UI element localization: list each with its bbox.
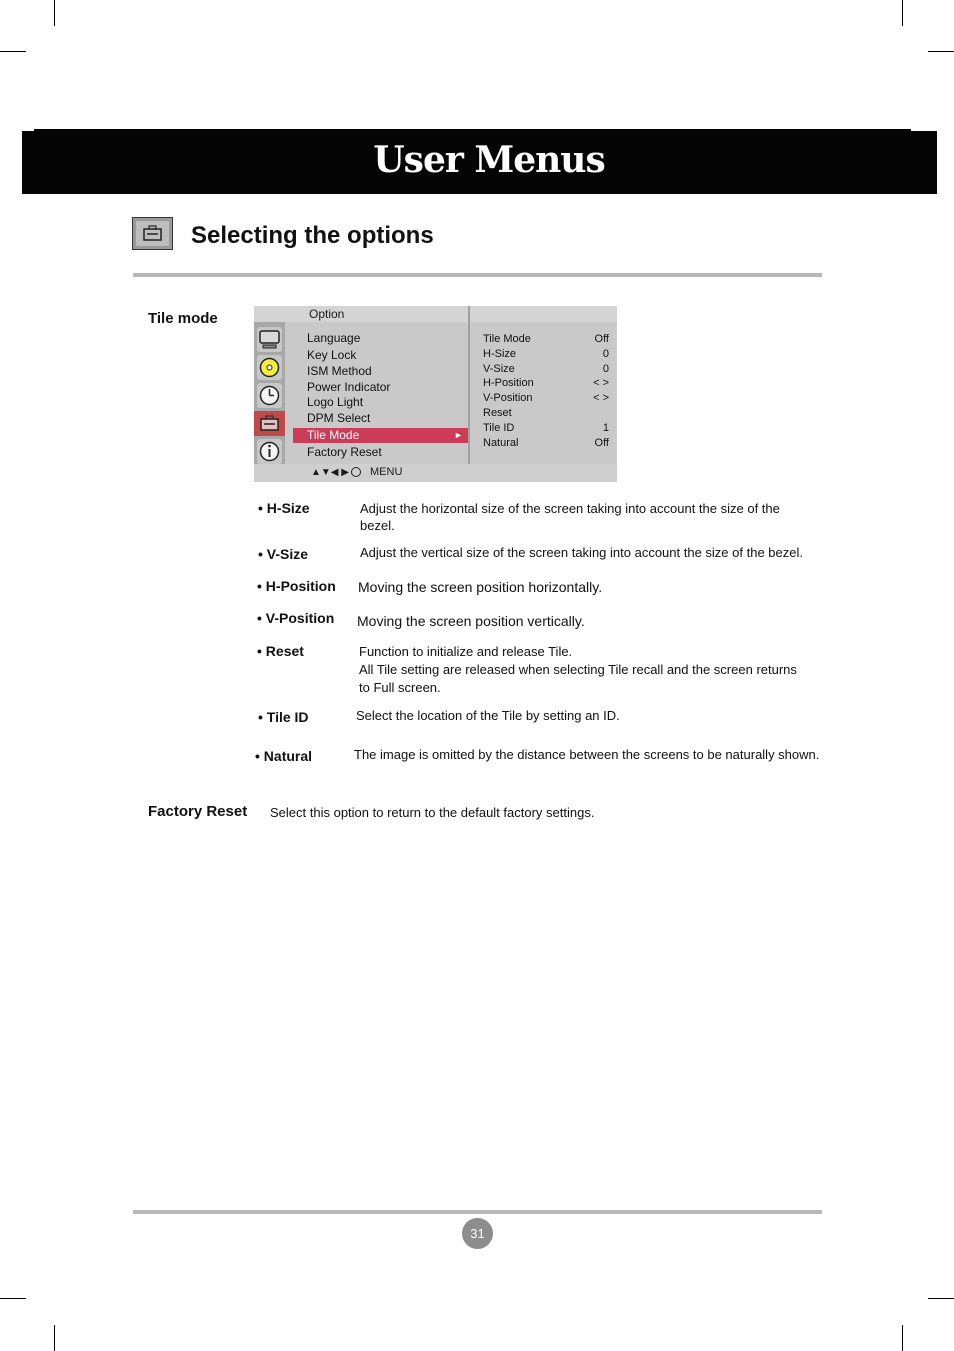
item-desc-natural: The image is omitted by the distance between the screens to be naturally shown.: [354, 747, 820, 762]
toolbox-icon: [132, 217, 173, 250]
crop-mark: [0, 1298, 26, 1299]
page-title: User Menus: [373, 139, 605, 181]
osd-item-dpm-select[interactable]: DPM Select: [307, 411, 371, 425]
osd-item-language[interactable]: Language: [307, 331, 361, 345]
item-desc-v-size: Adjust the vertical size of the screen taking into account the size of the bezel.: [360, 545, 803, 560]
item-desc-h-position: Moving the screen position horizontally.: [358, 579, 603, 595]
osd-select-button-icon: [351, 467, 361, 477]
osd-sub-value: < >: [593, 392, 609, 404]
crop-mark: [928, 51, 954, 52]
item-label-tile-id: • Tile ID: [258, 709, 309, 725]
crop-mark: [902, 0, 903, 26]
footer-rule: [133, 1210, 822, 1214]
osd-item-power-indicator[interactable]: Power Indicator: [307, 380, 391, 394]
osd-item-ism-method[interactable]: ISM Method: [307, 364, 372, 378]
monitor-icon: [257, 327, 282, 352]
item-desc-v-position: Moving the screen position vertically.: [357, 613, 585, 629]
osd-menu-label: MENU: [370, 466, 403, 478]
item-desc-reset: Function to initialize and release Tile.: [359, 644, 573, 659]
osd-sub-label: Tile Mode: [483, 333, 531, 345]
osd-footer: [254, 464, 617, 482]
osd-divider: [468, 306, 470, 482]
clock-icon: [257, 383, 282, 408]
osd-item-tile-mode[interactable]: Tile Mode: [307, 428, 360, 442]
osd-sub-label: Tile ID: [483, 422, 515, 434]
osd-sub-value: 0: [602, 363, 609, 375]
osd-item-key-lock[interactable]: Key Lock: [307, 348, 357, 362]
tile-mode-heading: Tile mode: [148, 310, 218, 327]
osd-sub-value: 1: [602, 422, 609, 434]
osd-sub-label: Reset: [483, 407, 512, 419]
item-desc-reset-cont2: to Full screen.: [359, 680, 441, 695]
item-desc-h-size-cont: bezel.: [360, 518, 395, 533]
item-label-h-position: • H-Position: [257, 578, 336, 594]
crop-mark: [0, 51, 26, 52]
osd-sub-label: V-Size: [483, 363, 515, 375]
item-label-natural: • Natural: [255, 748, 313, 764]
crop-mark: [902, 1325, 903, 1351]
item-desc-reset-cont: All Tile setting are released when selecting Tile recall and the screen returns: [359, 662, 797, 677]
osd-sub-label: H-Size: [483, 348, 517, 360]
crop-mark: [54, 1325, 55, 1351]
osd-sub-label: Natural: [483, 437, 519, 449]
crop-mark: [928, 1298, 954, 1299]
osd-sub-value: Off: [594, 333, 609, 345]
osd-sub-value: < >: [593, 377, 609, 389]
osd-sub-label: V-Position: [483, 392, 533, 404]
toolbox-icon: [254, 411, 285, 436]
item-label-reset: • Reset: [257, 643, 304, 659]
osd-item-factory-reset[interactable]: Factory Reset: [307, 445, 382, 459]
factory-reset-heading: Factory Reset: [148, 803, 248, 820]
item-label-v-position: • V-Position: [257, 610, 335, 626]
osd-sub-value: 0: [602, 348, 609, 360]
osd-sub-label: H-Position: [483, 377, 534, 389]
osd-nav-arrows-icon: ▲▼◀ ▶: [311, 467, 349, 478]
section-rule: [133, 273, 822, 277]
osd-header-label: Option: [309, 307, 345, 321]
page-number: 31: [462, 1218, 493, 1249]
item-label-h-size: • H-Size: [258, 500, 310, 516]
item-desc-h-size: Adjust the horizontal size of the screen taking into account the size of the: [360, 501, 780, 516]
osd-sub-value: Off: [594, 437, 609, 449]
osd-item-logo-light[interactable]: Logo Light: [307, 395, 364, 409]
item-desc-tile-id: Select the location of the Tile by setting an ID.: [356, 708, 620, 723]
info-icon: [257, 439, 282, 464]
osd-icon-column: [254, 322, 285, 464]
factory-reset-desc: Select this option to return to the default factory settings.: [270, 805, 595, 820]
item-label-v-size: • V-Size: [258, 546, 309, 562]
osd-selected-arrow-icon: ►: [454, 430, 463, 440]
crop-mark: [54, 0, 55, 26]
osd-menu: [254, 306, 617, 482]
osd-header: [254, 306, 617, 322]
section-title: Selecting the options: [191, 222, 434, 249]
disc-icon: [257, 355, 282, 380]
